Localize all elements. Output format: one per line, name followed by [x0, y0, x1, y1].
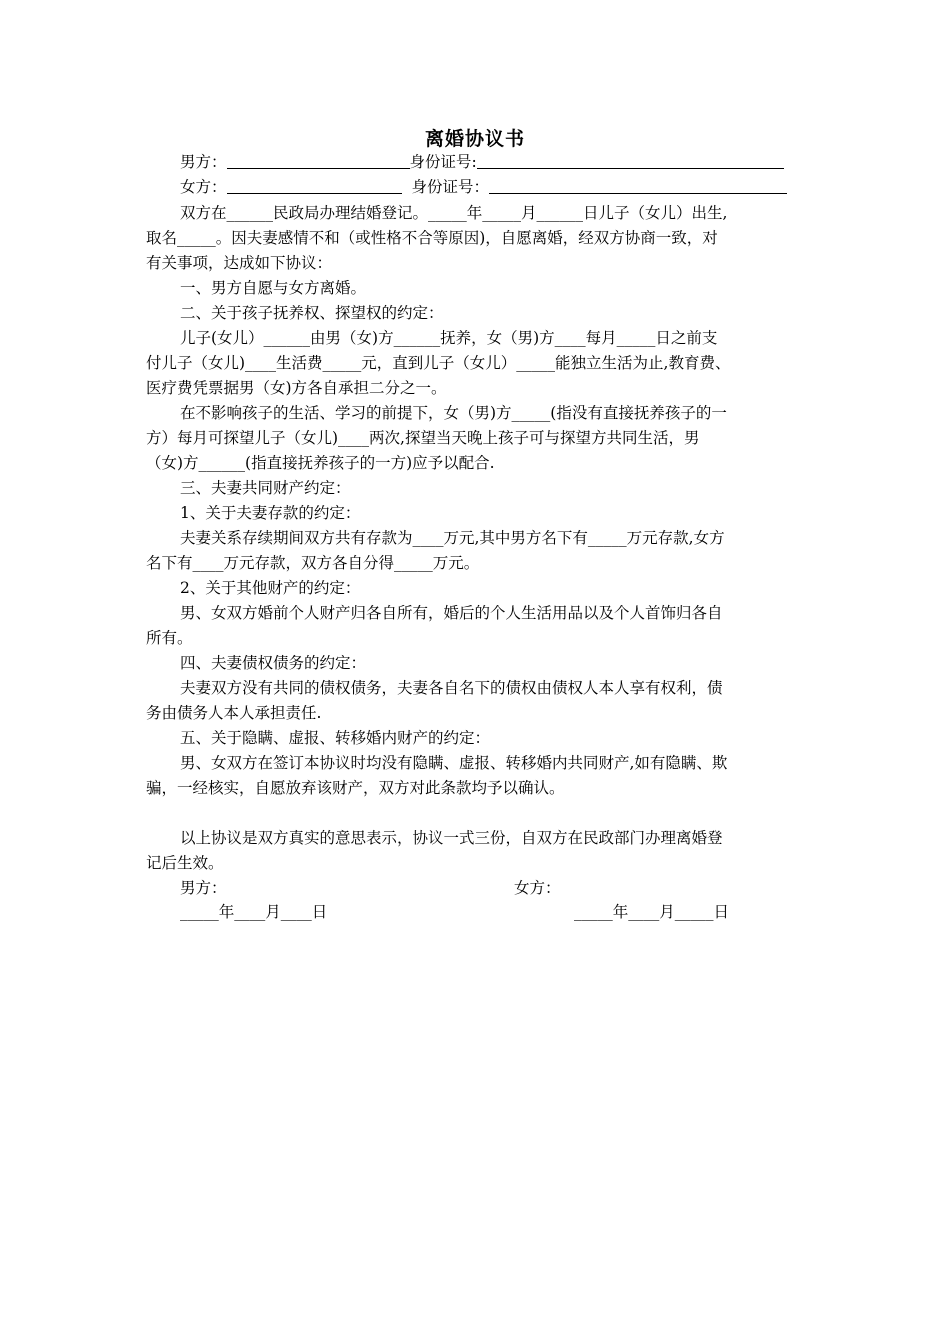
body-line: 所有。	[146, 629, 193, 647]
signature-woman-label: 女方：	[514, 879, 561, 897]
man-id-blank	[477, 152, 784, 169]
woman-id-label: 身份证号：	[411, 178, 490, 196]
clause-5-heading: 五、关于隐瞒、虚报、转移婚内财产的约定：	[180, 729, 491, 747]
body-line: 医疗费凭票据男（女)方各自承担二分之一。	[146, 379, 447, 397]
body-line: 务由债务人本人承担责任.	[146, 704, 322, 722]
body-line: 儿子(女儿）______由男（女)方______抚养，女（男)方____每月_____日之前支	[180, 329, 718, 347]
body-line: 双方在______民政局办理结婚登记。_____年_____月______日儿子（女儿）出生,	[180, 204, 728, 222]
clause-2-heading: 二、关于孩子抚养权、探望权的约定：	[180, 304, 444, 322]
woman-name-blank	[227, 177, 402, 194]
body-line: 名下有____万元存款，双方各自分得_____万元。	[146, 554, 480, 572]
body-line: 夫妻双方没有共同的债权债务，夫妻各自名下的债权由债权人本人享有权利，债	[180, 679, 723, 697]
sub-heading: 1、关于夫妻存款的约定：	[180, 504, 361, 522]
body-line: 方）每月可探望儿子（女儿)____两次,探望当天晚上孩子可与探望方共同生活，男	[146, 429, 700, 447]
clause-1: 一、男方自愿与女方离婚。	[180, 279, 367, 297]
body-line: 男、女双方婚前个人财产归各自所有，婚后的个人生活用品以及个人首饰归各自	[180, 604, 723, 622]
man-name-blank	[227, 152, 410, 169]
signature-man-date: _____年____月____日	[180, 903, 328, 921]
body-line: 骗，一经核实，自愿放弃该财产，双方对此条款均予以确认。	[146, 779, 565, 797]
body-line: 在不影响孩子的生活、学习的前提下，女（男)方_____(指没有直接抚养孩子的一	[180, 404, 727, 422]
clause-3-heading: 三、夫妻共同财产约定：	[180, 479, 351, 497]
sub-heading: 2、关于其他财产的约定：	[180, 579, 361, 597]
man-id-label: 身份证号:	[409, 153, 477, 171]
body-line: 夫妻关系存续期间双方共有存款为____万元,其中男方名下有_____万元存款,女方	[180, 529, 725, 547]
closing-line: 记后生效。	[146, 854, 224, 872]
man-row	[180, 152, 784, 172]
body-line: 男、女双方在签订本协议时均没有隐瞒、虚报、转移婚内共同财产,如有隐瞒、欺	[180, 754, 728, 772]
body-line: （女)方______(指直接抚养孩子的一方)应予以配合.	[146, 454, 495, 472]
body-line: 取名_____。因夫妻感情不和（或性格不合等原因)，自愿离婚，经双方协商一致，对	[146, 229, 718, 247]
woman-row	[180, 177, 787, 197]
man-label: 男方：	[180, 153, 227, 171]
signature-woman-date: _____年____月_____日	[574, 903, 730, 921]
signature-man-label: 男方：	[180, 879, 227, 897]
woman-label: 女方：	[180, 178, 227, 196]
document-title: 离婚协议书	[424, 128, 525, 150]
body-line: 有关事项，达成如下协议：	[146, 254, 333, 272]
closing-line: 以上协议是双方真实的意思表示，协议一式三份，自双方在民政部门办理离婚登	[180, 829, 723, 847]
woman-id-blank	[489, 177, 787, 194]
body-line: 付儿子（女儿)____生活费_____元，直到儿子（女儿）_____能独立生活为止,教育费、	[146, 354, 731, 372]
clause-4-heading: 四、夫妻债权债务的约定：	[180, 654, 367, 672]
